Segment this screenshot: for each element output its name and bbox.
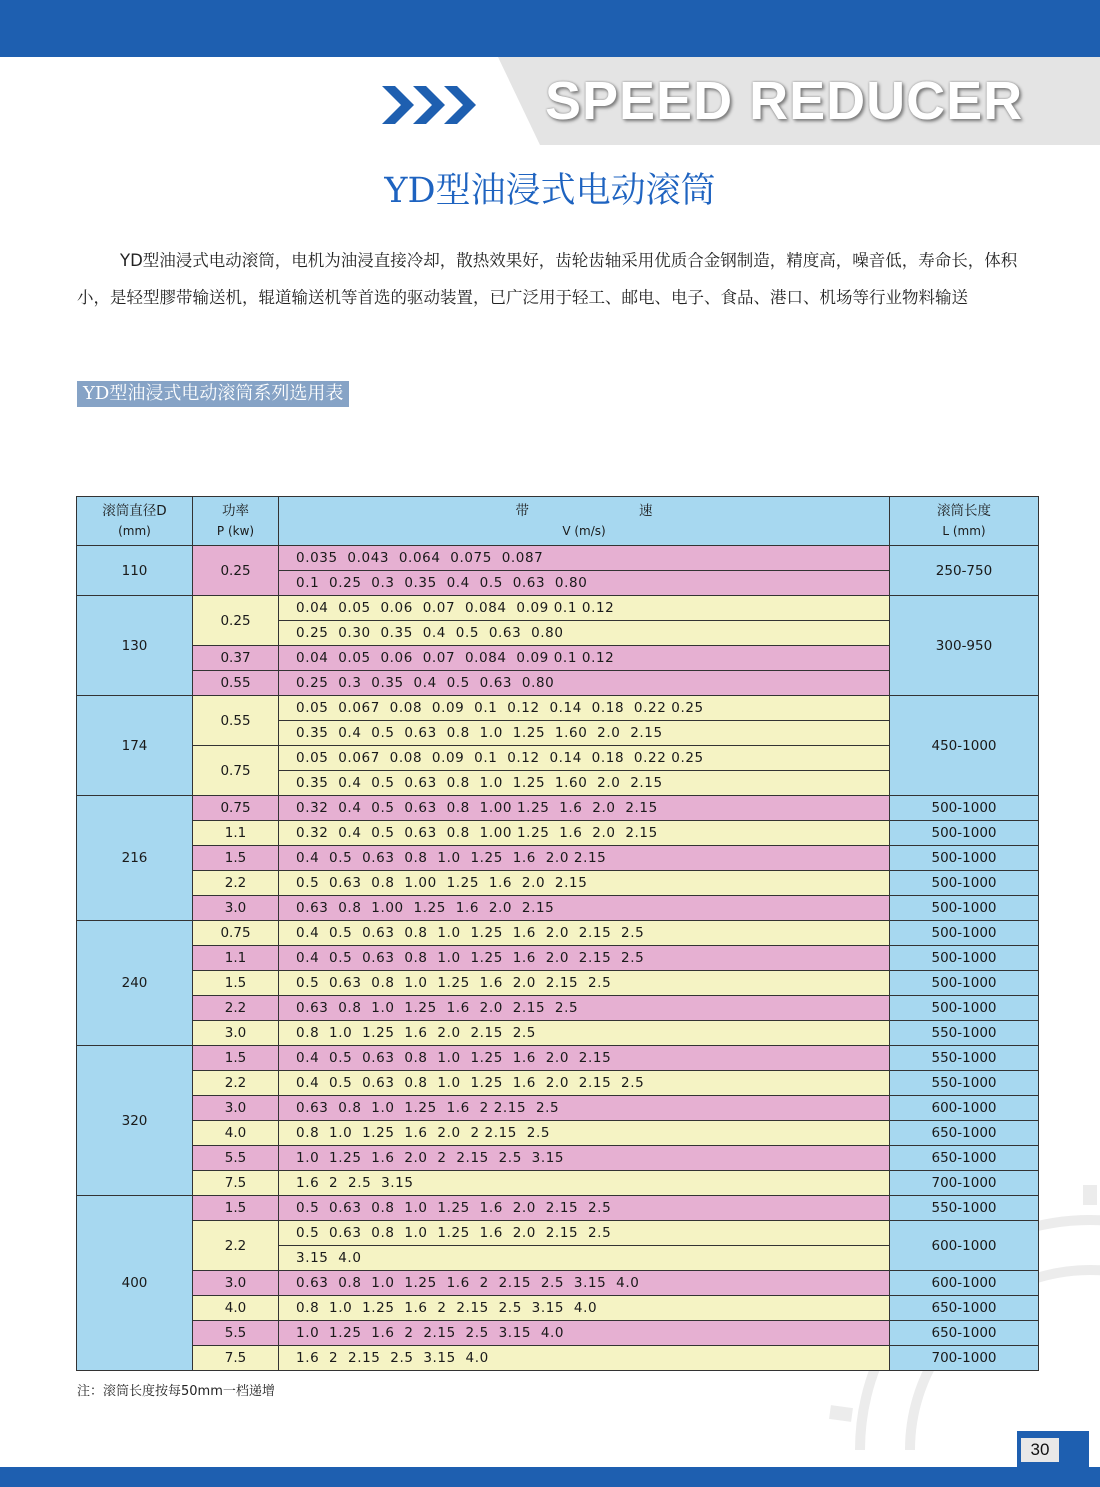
length-cell: 250-750 bbox=[890, 546, 1039, 596]
table-row bbox=[77, 1346, 1039, 1371]
table-row bbox=[77, 1046, 1039, 1071]
length-cell: 500-1000 bbox=[890, 996, 1039, 1021]
speed-cell: 0.05 0.067 0.08 0.09 0.1 0.12 0.14 0.18 0.22 0.25 bbox=[279, 696, 890, 721]
power-cell: 3.0 bbox=[193, 1271, 279, 1296]
speed-cell: 1.0 1.25 1.6 2.0 2 2.15 2.5 3.15 bbox=[279, 1146, 890, 1171]
power-cell: 3.0 bbox=[193, 1021, 279, 1046]
table-row bbox=[77, 846, 1039, 871]
header-speed-label bbox=[279, 501, 889, 521]
power-cell: 1.1 bbox=[193, 821, 279, 846]
length-cell: 500-1000 bbox=[890, 796, 1039, 821]
speed-cell: 0.5 0.63 0.8 1.0 1.25 1.6 2.0 2.15 2.5 bbox=[279, 1221, 890, 1246]
speed-cell: 0.04 0.05 0.06 0.07 0.084 0.09 0.1 0.12 bbox=[279, 646, 890, 671]
table-row bbox=[77, 1221, 1039, 1246]
speed-cell: 0.8 1.0 1.25 1.6 2.0 2.15 2.5 bbox=[279, 1021, 890, 1046]
length-cell: 500-1000 bbox=[890, 946, 1039, 971]
header-length-label: 滚筒长度 bbox=[937, 503, 991, 519]
speed-cell: 0.63 0.8 1.0 1.25 1.6 2 2.15 2.5 3.15 4.0 bbox=[279, 1271, 890, 1296]
power-cell: 2.2 bbox=[193, 996, 279, 1021]
table-note: 注：滚筒长度按每50mm一档递增 bbox=[77, 1384, 275, 1399]
length-cell: 600-1000 bbox=[890, 1096, 1039, 1121]
speed-cell: 0.63 0.8 1.00 1.25 1.6 2.0 2.15 bbox=[279, 896, 890, 921]
length-cell: 550-1000 bbox=[890, 1071, 1039, 1096]
table-row bbox=[77, 1021, 1039, 1046]
power-cell: 1.5 bbox=[193, 1196, 279, 1221]
power-cell: 1.5 bbox=[193, 846, 279, 871]
power-cell: 1.1 bbox=[193, 946, 279, 971]
header-diameter-unit: (mm) bbox=[118, 524, 151, 538]
power-cell: 0.75 bbox=[193, 796, 279, 821]
power-cell: 1.5 bbox=[193, 1046, 279, 1071]
power-cell: 7.5 bbox=[193, 1346, 279, 1371]
top-bar bbox=[0, 0, 1100, 57]
table-row bbox=[77, 996, 1039, 1021]
speed-cell: 0.4 0.5 0.63 0.8 1.0 1.25 1.6 2.0 2.15 2.5 bbox=[279, 921, 890, 946]
power-cell: 2.2 bbox=[193, 1221, 279, 1271]
table-row bbox=[77, 1271, 1039, 1296]
speed-cell: 0.8 1.0 1.25 1.6 2 2.15 2.5 3.15 4.0 bbox=[279, 1296, 890, 1321]
table-row bbox=[77, 1196, 1039, 1221]
table-header-row bbox=[77, 497, 1039, 546]
table-row bbox=[77, 1146, 1039, 1171]
speed-cell: 0.4 0.5 0.63 0.8 1.0 1.25 1.6 2.0 2.15 bbox=[279, 846, 890, 871]
table-row bbox=[77, 596, 1039, 621]
length-cell: 500-1000 bbox=[890, 896, 1039, 921]
table-row bbox=[77, 1321, 1039, 1346]
speed-cell: 0.35 0.4 0.5 0.63 0.8 1.0 1.25 1.60 2.0 2.15 bbox=[279, 771, 890, 796]
speed-cell: 0.4 0.5 0.63 0.8 1.0 1.25 1.6 2.0 2.15 bbox=[279, 1046, 890, 1071]
speed-cell: 0.4 0.5 0.63 0.8 1.0 1.25 1.6 2.0 2.15 2.5 bbox=[279, 946, 890, 971]
length-cell: 700-1000 bbox=[890, 1171, 1039, 1196]
power-cell: 0.55 bbox=[193, 671, 279, 696]
diameter-cell: 216 bbox=[77, 796, 193, 921]
table-row bbox=[77, 696, 1039, 721]
power-cell: 0.75 bbox=[193, 921, 279, 946]
table-row bbox=[77, 1071, 1039, 1096]
speed-cell: 0.35 0.4 0.5 0.63 0.8 1.0 1.25 1.60 2.0 2.15 bbox=[279, 721, 890, 746]
header-power-label: 功率 bbox=[222, 503, 249, 519]
speed-cell: 0.63 0.8 1.0 1.25 1.6 2.0 2.15 2.5 bbox=[279, 996, 890, 1021]
table-row bbox=[77, 796, 1039, 821]
header-speed bbox=[279, 497, 890, 546]
table-row bbox=[77, 1296, 1039, 1321]
header-length bbox=[890, 497, 1039, 546]
diameter-cell: 240 bbox=[77, 921, 193, 1046]
length-cell: 500-1000 bbox=[890, 871, 1039, 896]
power-cell: 4.0 bbox=[193, 1121, 279, 1146]
diameter-cell: 130 bbox=[77, 596, 193, 696]
length-cell: 500-1000 bbox=[890, 971, 1039, 996]
length-cell: 700-1000 bbox=[890, 1346, 1039, 1371]
speed-cell: 1.6 2 2.5 3.15 bbox=[279, 1171, 890, 1196]
speed-cell: 0.04 0.05 0.06 0.07 0.084 0.09 0.1 0.12 bbox=[279, 596, 890, 621]
power-cell: 2.2 bbox=[193, 871, 279, 896]
length-cell: 500-1000 bbox=[890, 846, 1039, 871]
power-cell: 0.75 bbox=[193, 746, 279, 796]
length-cell: 500-1000 bbox=[890, 821, 1039, 846]
bottom-bar bbox=[0, 1467, 1100, 1487]
power-cell: 0.55 bbox=[193, 696, 279, 746]
length-cell: 550-1000 bbox=[890, 1196, 1039, 1221]
table-row bbox=[77, 871, 1039, 896]
table-row bbox=[77, 946, 1039, 971]
length-cell: 550-1000 bbox=[890, 1021, 1039, 1046]
length-cell: 600-1000 bbox=[890, 1221, 1039, 1271]
speed-cell: 0.8 1.0 1.25 1.6 2.0 2 2.15 2.5 bbox=[279, 1121, 890, 1146]
length-cell: 600-1000 bbox=[890, 1271, 1039, 1296]
power-cell: 0.37 bbox=[193, 646, 279, 671]
page-title: YD型油浸式电动滚筒 bbox=[384, 171, 716, 211]
header-speed-label-b: 速 bbox=[639, 503, 653, 519]
table-row bbox=[77, 896, 1039, 921]
table-row bbox=[77, 1171, 1039, 1196]
speed-cell: 1.6 2 2.15 2.5 3.15 4.0 bbox=[279, 1346, 890, 1371]
length-cell: 650-1000 bbox=[890, 1121, 1039, 1146]
power-cell: 0.25 bbox=[193, 546, 279, 596]
intro-paragraph: YD型油浸式电动滚筒，电机为油浸直接冷却，散热效果好，齿轮齿轴采用优质合金钢制造，精度高，噪音低，寿命长，体积小，是轻型膠带输送机，辊道输送机等首选的驱动装置，已广泛用于轻工、邮电、电子、食品、港口、机场等行业物料输送 bbox=[77, 251, 1018, 307]
header-diameter-label: 滚筒直径D bbox=[102, 503, 167, 519]
diameter-cell: 320 bbox=[77, 1046, 193, 1196]
speed-cell: 0.5 0.63 0.8 1.0 1.25 1.6 2.0 2.15 2.5 bbox=[279, 1196, 890, 1221]
speed-cell: 0.63 0.8 1.0 1.25 1.6 2 2.15 2.5 bbox=[279, 1096, 890, 1121]
header-speed-unit: V (m/s) bbox=[562, 524, 606, 538]
length-cell: 650-1000 bbox=[890, 1321, 1039, 1346]
speed-cell: 0.25 0.3 0.35 0.4 0.5 0.63 0.80 bbox=[279, 671, 890, 696]
power-cell: 5.5 bbox=[193, 1146, 279, 1171]
selection-table bbox=[76, 496, 1039, 1371]
table-row bbox=[77, 1121, 1039, 1146]
length-cell: 300-950 bbox=[890, 596, 1039, 696]
power-cell: 3.0 bbox=[193, 896, 279, 921]
speed-cell: 0.25 0.30 0.35 0.4 0.5 0.63 0.80 bbox=[279, 621, 890, 646]
length-cell: 450-1000 bbox=[890, 696, 1039, 796]
header-speed-label-a: 带 bbox=[515, 503, 529, 519]
speed-cell: 0.5 0.63 0.8 1.00 1.25 1.6 2.0 2.15 bbox=[279, 871, 890, 896]
power-cell: 4.0 bbox=[193, 1296, 279, 1321]
speed-cell: 0.4 0.5 0.63 0.8 1.0 1.25 1.6 2.0 2.15 2.5 bbox=[279, 1071, 890, 1096]
power-cell: 5.5 bbox=[193, 1321, 279, 1346]
speed-cell: 3.15 4.0 bbox=[279, 1246, 890, 1271]
header-length-unit: L (mm) bbox=[942, 524, 986, 538]
diameter-cell: 110 bbox=[77, 546, 193, 596]
speed-cell: 0.5 0.63 0.8 1.0 1.25 1.6 2.0 2.15 2.5 bbox=[279, 971, 890, 996]
page-number: 30 bbox=[1021, 1438, 1059, 1462]
power-cell: 7.5 bbox=[193, 1171, 279, 1196]
length-cell: 650-1000 bbox=[890, 1146, 1039, 1171]
power-cell: 1.5 bbox=[193, 971, 279, 996]
speed-cell: 0.32 0.4 0.5 0.63 0.8 1.00 1.25 1.6 2.0 2.15 bbox=[279, 821, 890, 846]
header-power bbox=[193, 497, 279, 546]
length-cell: 550-1000 bbox=[890, 1046, 1039, 1071]
speed-cell: 0.1 0.25 0.3 0.35 0.4 0.5 0.63 0.80 bbox=[279, 571, 890, 596]
power-cell: 0.25 bbox=[193, 596, 279, 646]
speed-cell: 0.32 0.4 0.5 0.63 0.8 1.00 1.25 1.6 2.0 2.15 bbox=[279, 796, 890, 821]
power-cell: 3.0 bbox=[193, 1096, 279, 1121]
diameter-cell: 174 bbox=[77, 696, 193, 796]
diameter-cell: 400 bbox=[77, 1196, 193, 1371]
brand-title: SPEED REDUCER bbox=[545, 71, 1024, 131]
speed-cell: 0.035 0.043 0.064 0.075 0.087 bbox=[279, 546, 890, 571]
length-cell: 500-1000 bbox=[890, 921, 1039, 946]
table-row bbox=[77, 921, 1039, 946]
header-diameter bbox=[77, 497, 193, 546]
length-cell: 650-1000 bbox=[890, 1296, 1039, 1321]
speed-cell: 0.05 0.067 0.08 0.09 0.1 0.12 0.14 0.18 0.22 0.25 bbox=[279, 746, 890, 771]
header-power-unit: P (kw) bbox=[216, 524, 255, 538]
table-row bbox=[77, 1096, 1039, 1121]
speed-cell: 1.0 1.25 1.6 2 2.15 2.5 3.15 4.0 bbox=[279, 1321, 890, 1346]
triple-chevron-right-icon bbox=[382, 86, 478, 124]
table-row bbox=[77, 971, 1039, 996]
power-cell: 2.2 bbox=[193, 1071, 279, 1096]
table-caption: YD型油浸式电动滚筒系列选用表 bbox=[77, 381, 349, 407]
table-row bbox=[77, 821, 1039, 846]
table-row bbox=[77, 546, 1039, 571]
